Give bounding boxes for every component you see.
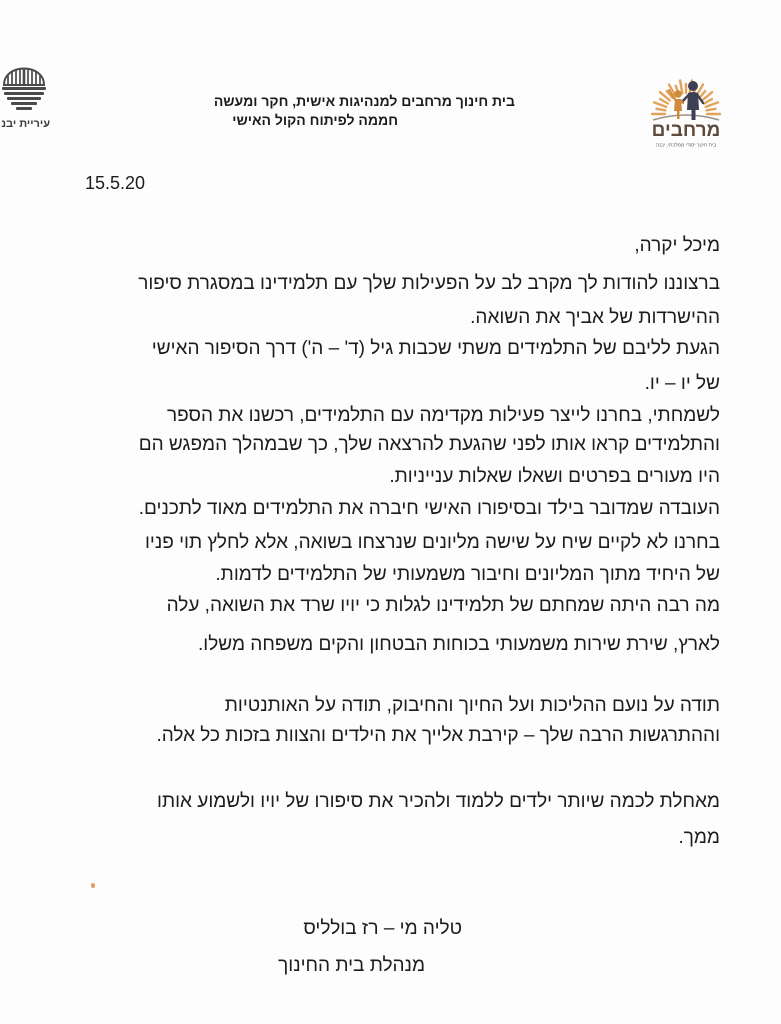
emblem-stripes	[2, 87, 46, 110]
body-line: והתלמידים קראו אותו לפני שהגעת להרצאה שלך, כך שבמהלך המפגש הם	[138, 434, 720, 455]
body-line: לשמחתי, בחרנו לייצר פעילות מקדימה עם התלמידים, רכשנו את הספר	[166, 405, 720, 426]
sun-ray	[654, 102, 666, 106]
body-line: ברצוננו להודות לך מקרב לב על הפעילות שלך עם תלמידינו במסגרת סיפור	[138, 273, 720, 294]
school-logo	[648, 64, 724, 156]
sun-ray	[660, 99, 668, 104]
body-line: וההתרגשות הרבה שלך – קירבת אלייך את הילדים והצוות בזכות כל אלה.	[156, 725, 720, 746]
signature-name: טליה מי – רז בולליס	[303, 918, 462, 939]
body-line: היו מעורים בפרטים ושאלו שאלות ענייניות.	[389, 466, 720, 487]
city-emblem-icon	[0, 55, 48, 113]
body-line: הגעת לליבם של התלמידים משתי שכבות גיל (ד' – ה') דרך הסיפור האישי	[151, 338, 720, 359]
letter-date: 15.5.20	[85, 173, 146, 193]
sun-ray	[704, 99, 712, 104]
body-line: של היחיד מתוך המליונים וחיבור משמעותי של התלמידים לדמות.	[215, 564, 720, 585]
sun-ray	[700, 91, 706, 98]
body-line: בחרנו לא לקיים שיח על שישה מליונים שנרצחו בשואה, אלא לחלץ תוי פניו	[144, 532, 720, 553]
header-school-name: בית חינוך מרחבים למנהיגות אישית, חקר ומעשה	[213, 93, 515, 109]
letter-greeting: מיכל יקרה,	[634, 235, 720, 256]
city-logo	[0, 55, 50, 135]
city-logo-caption: עיריית יבנ	[1, 118, 50, 130]
body-line: ההישרדות של אביך את השואה.	[470, 307, 720, 328]
body-line: תודה על נועם ההליכות ועל החיוך והחיבוק, תודה על האותנטיות	[224, 695, 720, 716]
body-line: מאחלת לכמה שיותר ילדים ללמוד ולהכיר את סיפורו של יויו ולשמוע אותו	[157, 791, 720, 812]
body-line: מה רבה היתה שמחתם של תלמידינו לגלות כי יויו שרד את השואה, עלה	[166, 595, 720, 616]
school-logo-tagline: בית חינוך יסודי ממלכתי, יבנה	[655, 142, 717, 148]
body-line: העובדה שמדובר בילד ובסיפורו האישי חיברה את התלמידים מאוד לתכנים.	[138, 498, 720, 519]
body-line: של יו – יו.	[644, 373, 720, 394]
school-logo-name: מרחבים	[651, 120, 721, 141]
scan-artifact	[91, 883, 95, 888]
sun-ray	[707, 109, 716, 111]
body-line: ממך.	[678, 827, 720, 848]
body-line: לארץ, שירת שירות משמעותי בכוחות הבטחון והקים משפחה משלו.	[198, 634, 720, 655]
sun-ray	[656, 109, 665, 111]
signature-title: מנהלת בית החינוך	[278, 955, 425, 976]
sun-ray	[706, 102, 718, 106]
sun-and-figures-icon	[648, 64, 724, 122]
emblem-arch	[4, 59, 44, 85]
header-subtitle: חממה לפיתוח הקול האישי	[232, 112, 398, 128]
